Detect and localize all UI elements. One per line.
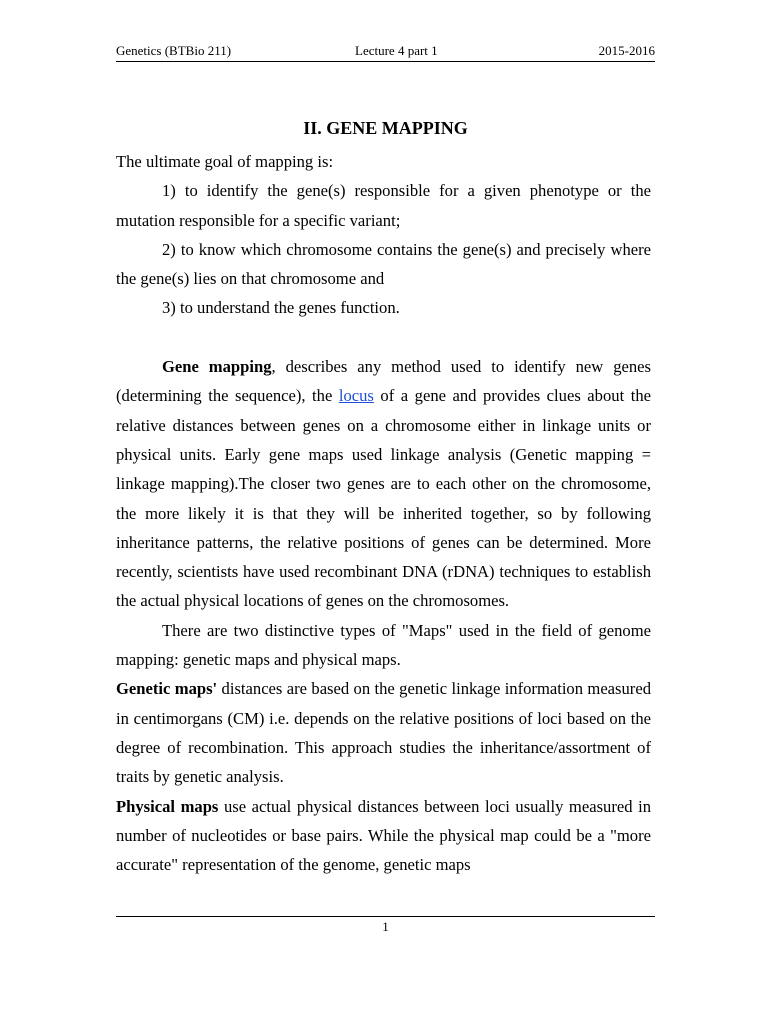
header-divider [116, 61, 655, 62]
goal-item-1: 1) to identify the gene(s) responsible for a given phenotype or the mutation responsible for a specific variant; [116, 181, 651, 230]
physical-maps-term: Physical maps [116, 796, 219, 816]
paragraph-gap [116, 323, 651, 352]
genetic-maps-term: Genetic maps' [116, 679, 218, 699]
genetic-maps-paragraph [116, 674, 651, 791]
header-year: 2015-2016 [598, 43, 655, 58]
gene-mapping-text-a: , describes any method used to identify new genes (determining the sequence), the [116, 357, 651, 406]
page-number: 1 [382, 919, 389, 934]
header-course: Genetics (BTBio 211) [116, 43, 232, 58]
goal-item-3: 3) to understand the genes function. [162, 298, 400, 318]
document-body [116, 147, 651, 879]
section-title: II. GENE MAPPING [303, 118, 468, 138]
physical-maps-text: use actual physical distances between loci usually measured in number of nucleotides or base pairs. While the physical map could be a "more accurate" representation of the genome, genetic maps [116, 796, 651, 875]
page-header [116, 43, 655, 59]
gene-mapping-paragraph [116, 352, 651, 616]
physical-maps-paragraph [116, 792, 651, 880]
gene-mapping-term: Gene mapping [162, 357, 272, 377]
gene-mapping-text-b: of a gene and provides clues about the relative distances between genes on a chromosome either in linkage units or physical units. Early gene maps used linkage analysis (Genetic mapping = linkage mapping).The closer two genes are to each other on the chromosome, the more likely it is that they will be inherited together, so by following inheritance patterns, the relative positions of genes can be determined. More recently, scientists have used recombinant DNA (rDNA) techniques to establish the actual physical locations of genes on the chromosomes. [116, 386, 651, 611]
locus-link[interactable]: locus [338, 386, 374, 406]
genetic-maps-text: distances are based on the genetic linkage information measured in centimorgans (CM) i.e. depends on the relative positions of loci based on the degree of recombination. This approach studies the inheritance/assortment of traits by genetic analysis. [116, 679, 651, 787]
goal-item-2: 2) to know which chromosome contains the gene(s) and precisely where the gene(s) lies on that chromosome and [116, 239, 651, 289]
intro-sentence: The ultimate goal of mapping is: [116, 152, 334, 171]
footer-divider [116, 916, 655, 917]
header-lecture: Lecture 4 part 1 [355, 43, 438, 58]
map-types-paragraph: There are two distinctive types of "Maps" used in the field of genome mapping: genetic maps and physical maps. [116, 620, 651, 670]
